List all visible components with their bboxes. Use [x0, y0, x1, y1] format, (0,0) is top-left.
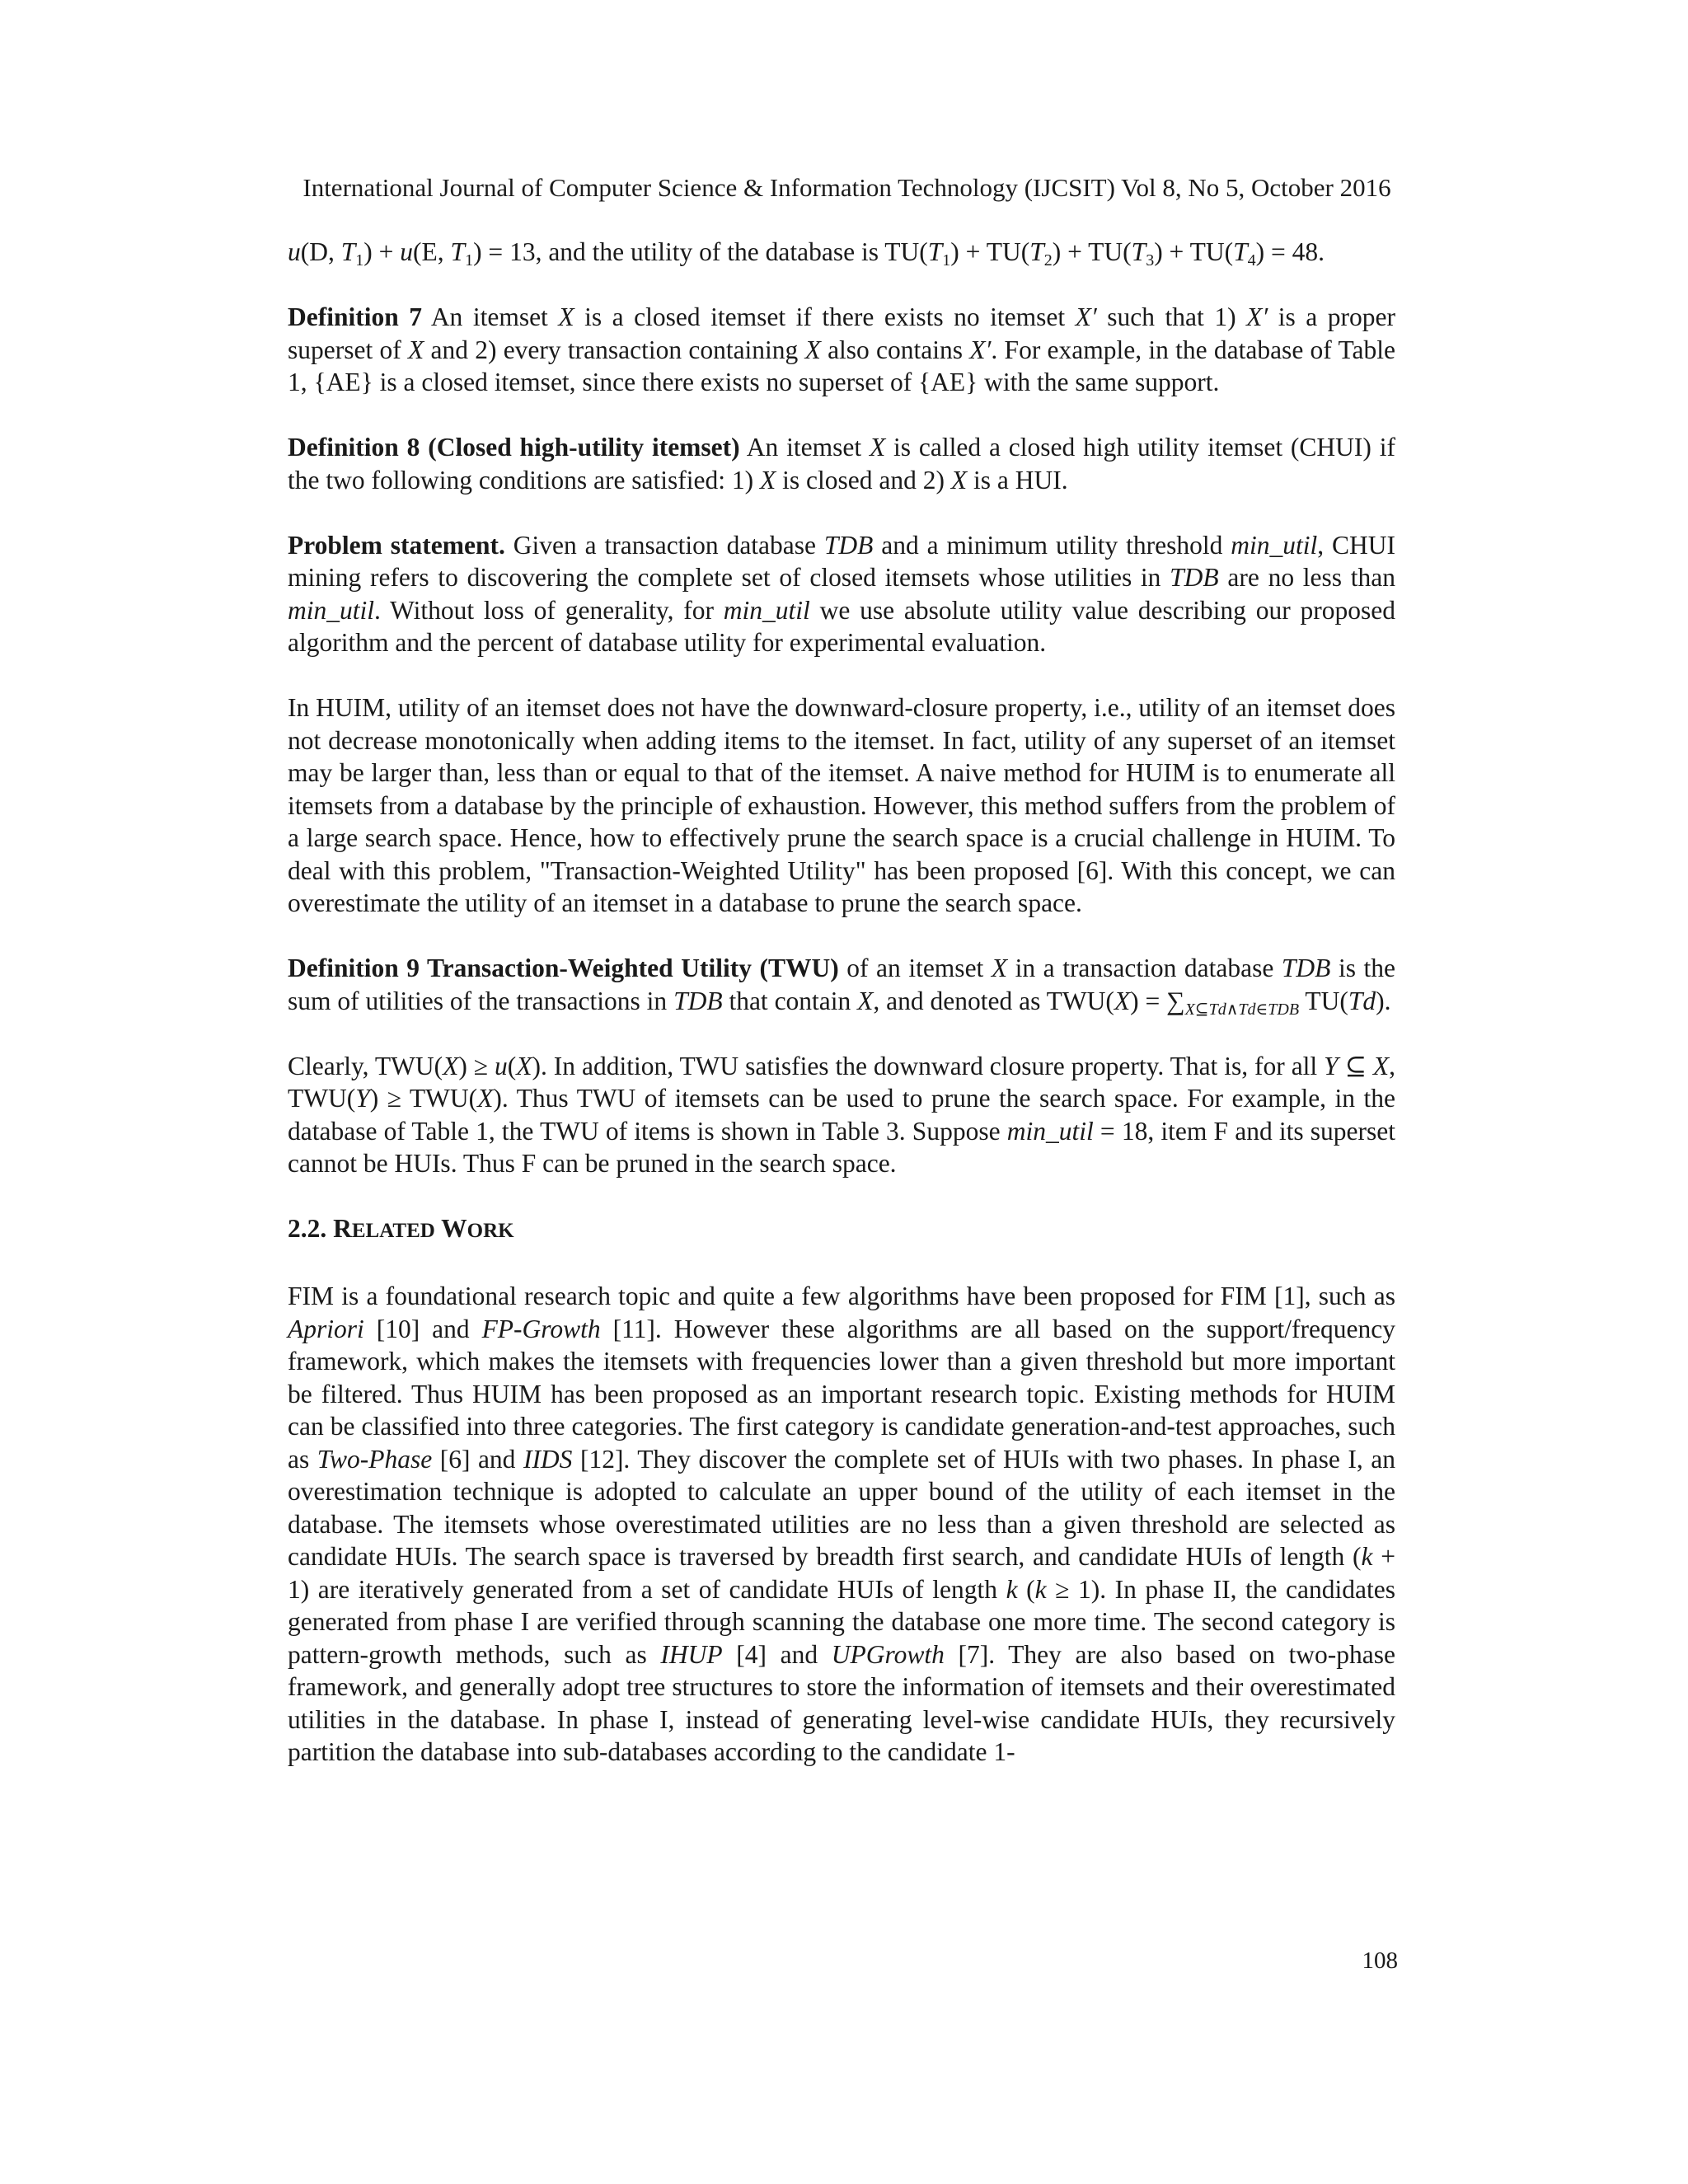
section-heading-related-work: 2.2. RELATED WORK: [288, 1214, 514, 1243]
twu-property-paragraph: Clearly, TWU(X) ≥ u(X). In addition, TWU satisfies the downward closure property. That is, for all Y ⊆ X, TWU(Y) ≥ TWU(X). Thus TWU of itemsets can be used to prune the search space. For example, in the database of Table 1, the TWU of items is shown in Table 3. Suppose min_util = 18, item F and its superset cannot be HUIs. Thus F can be pruned in the search space.: [288, 1051, 1396, 1178]
paragraph-utility-continuation: u(D, $T_1) + u(E$, $T_1) = 13$, and the utility of the database is $TU(T_1) + TU(T_2) + TU(T_3) + TU(T_4) = 48$.: [288, 237, 1325, 269]
definition-label: Definition 8 (Closed high-utility itemset): [288, 433, 740, 462]
sum-symbol: ∑: [1166, 986, 1185, 1015]
related-work-paragraph: FIM is a foundational research topic and quite a few algorithms have been proposed for FIM [1], such as Apriori [10] and FP-Growth [11]. However these algorithms are all based on the support/frequency framework, which makes the itemsets with frequencies lower than a given threshold but more important be filtered. Thus HUIM has been proposed as an important research topic. Existing methods for HUIM can be classified into three categories. The first category is candidate generation-and-test approaches, such as Two-Phase [6] and IIDS [12]. They discover the complete set of HUIs with two phases. In phase I, an overestimation technique is adopted to calculate an upper bound of the utility of each itemset in the database. The itemsets whose overestimated utilities are no less than a given threshold are selected as candidate HUIs. The search space is traversed by breadth first search, and candidate HUIs of length (k + 1) are iteratively generated from a set of candidate HUIs of length k (k ≥ 1). In phase II, the candidates generated from phase I are verified through scanning the database one more time. The second category is pattern-growth methods, such as IHUP [4] and UPGrowth [7]. They are also based on two-phase framework, and generally adopt tree structures to store the information of itemsets and their overestimated utilities in the database. In phase I, instead of generating level-wise candidate HUIs, they recursively partition the database into sub-databases according to the candidate 1-: [288, 1282, 1396, 1766]
definition-label: Definition 7: [288, 302, 423, 331]
definition-7: Definition 7 An itemset X is a closed itemset if there exists no itemset X′ such that 1) X′ is a proper superset of X and 2) every transaction containing X also contains X′. For example, in the database of Table 1, {AE} is a closed itemset, since there exists no superset of {AE} with the same support.: [288, 302, 1395, 396]
definition-9: Definition 9 Transaction-Weighted Utility (TWU) of an itemset X in a transaction database TDB is the sum of utilities of the transactions in TDB that contain X, and denoted as TWU(X) = ∑X⊆Td∧Td∈TDB TU(Td).: [288, 954, 1395, 1019]
page-number: 108: [1362, 1947, 1398, 1974]
running-header: International Journal of Computer Science & Information Technology (IJCSIT) Vol 8, No 5, October 2016: [302, 173, 1391, 202]
sum-subscript: X⊆Td∧Td∈TDB: [1184, 1000, 1300, 1019]
huim-paragraph: In HUIM, utility of an itemset does not have the downward-closure property, i.e., utility of an itemset does not decrease monotonically when adding items to the itemset. In fact, utility of any superset of an itemset may be larger than, less than or equal to that of the itemset. A naive method for HUIM is to enumerate all itemsets from a database by the principle of exhaustion. However, this method suffers from the problem of a large search space. Hence, how to effectively prune the search space is a crucial challenge in HUIM. To deal with this problem, "Transaction-Weighted Utility" has been proposed [6]. With this concept, we can overestimate the utility of an itemset in a database to prune the search space.: [288, 693, 1395, 917]
definition-label: Definition 9 Transaction-Weighted Utility (TWU): [288, 954, 839, 982]
definition-8: Definition 8 (Closed high-utility itemset) An itemset X is called a closed high utility itemset (CHUI) if the two following conditions are satisfied: 1) X is closed and 2) X is a HUI.: [288, 433, 1396, 494]
problem-statement: Problem statement. Given a transaction database TDB and a minimum utility threshold min_util, CHUI mining refers to discovering the complete set of closed itemsets whose utilities in TDB are no less than min_util. Without loss of generality, for min_util we use absolute utility value describing our proposed algorithm and the percent of database utility for experimental evaluation.: [288, 530, 1395, 657]
problem-label: Problem statement.: [288, 530, 505, 560]
body-text: [288, 236, 1395, 1801]
